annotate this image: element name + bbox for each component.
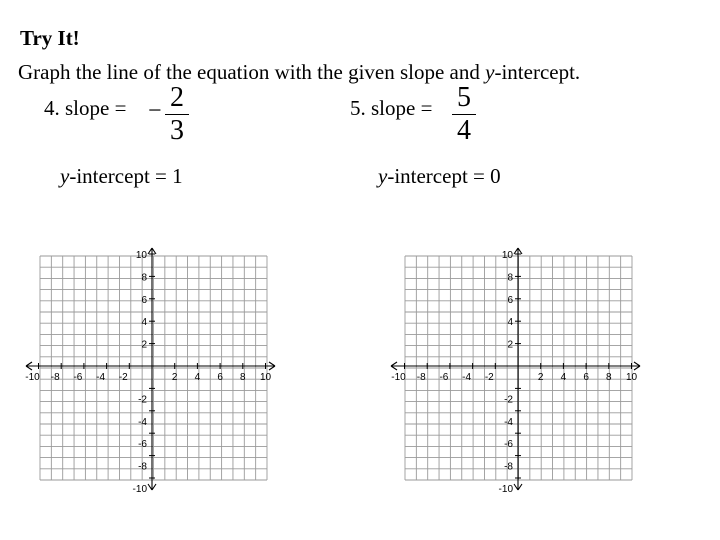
problem-4-minus-sign: −	[148, 98, 162, 124]
problem-5-yint-text: -intercept = 0	[387, 164, 501, 188]
x-tick-label: -6	[73, 372, 83, 383]
x-tick-label: 6	[583, 372, 589, 383]
y-tick-label: 6	[141, 294, 147, 306]
y-tick-label: -10	[498, 484, 513, 495]
y-tick-label: -4	[138, 416, 147, 428]
y-tick-label: -8	[138, 461, 147, 473]
x-tick-label: -6	[439, 372, 449, 383]
y-tick-label: 4	[507, 317, 513, 329]
x-tick-label: 2	[171, 372, 178, 383]
instruction-italic-y: y	[485, 60, 495, 84]
problem-4-label: 4. slope =	[44, 96, 127, 120]
x-tick-label: 4	[194, 372, 201, 383]
problem-5-numerator: 5	[457, 82, 471, 113]
x-tick-label: -8	[50, 372, 60, 383]
problem-4-denominator: 3	[170, 115, 184, 146]
x-tick-label: 8	[606, 372, 612, 383]
x-tick-label: 8	[240, 372, 246, 383]
y-tick-label: 2	[141, 339, 147, 351]
x-tick-label: 4	[560, 372, 567, 383]
y-tick-label: -6	[504, 439, 513, 451]
y-tick-label: 8	[141, 272, 147, 284]
y-tick-label: 6	[507, 294, 513, 306]
problem-5-yint-var: y	[378, 164, 388, 188]
x-tick-label: -10	[391, 372, 406, 383]
x-tick-label: -2	[118, 372, 128, 383]
x-tick-label: -10	[25, 372, 40, 383]
x-tick-label: -8	[416, 372, 426, 383]
page-title: Try It!	[20, 26, 80, 50]
x-tick-label: -2	[484, 372, 494, 383]
x-tick-label: 6	[217, 372, 223, 383]
y-tick-label: -2	[138, 394, 147, 406]
y-tick-label: 10	[501, 250, 513, 261]
y-tick-label: 8	[507, 272, 513, 284]
problem-5-label: 5. slope =	[350, 96, 433, 120]
problem-4-yint-var: y	[60, 164, 70, 188]
y-tick-label: -8	[504, 461, 513, 473]
problem-4-yint-text: -intercept = 1	[69, 164, 183, 188]
instruction-pre: Graph the line of the equation with the given slope and	[18, 60, 486, 84]
y-tick-label: 2	[507, 339, 513, 351]
y-tick-label: 4	[141, 317, 147, 329]
x-tick-label: -4	[96, 372, 106, 383]
y-tick-label: -2	[504, 394, 513, 406]
problem-4-numerator: 2	[170, 82, 184, 113]
y-tick-label: -4	[504, 416, 513, 428]
x-tick-label: 10	[259, 372, 272, 383]
y-tick-label: 10	[135, 250, 147, 261]
y-tick-label: -10	[132, 484, 147, 495]
x-tick-label: 2	[537, 372, 544, 383]
x-tick-label: -4	[462, 372, 472, 383]
x-tick-label: 10	[625, 372, 638, 383]
y-tick-label: -6	[138, 439, 147, 451]
instruction-post: -intercept.	[494, 60, 581, 84]
problem-5-denominator: 4	[457, 115, 471, 146]
